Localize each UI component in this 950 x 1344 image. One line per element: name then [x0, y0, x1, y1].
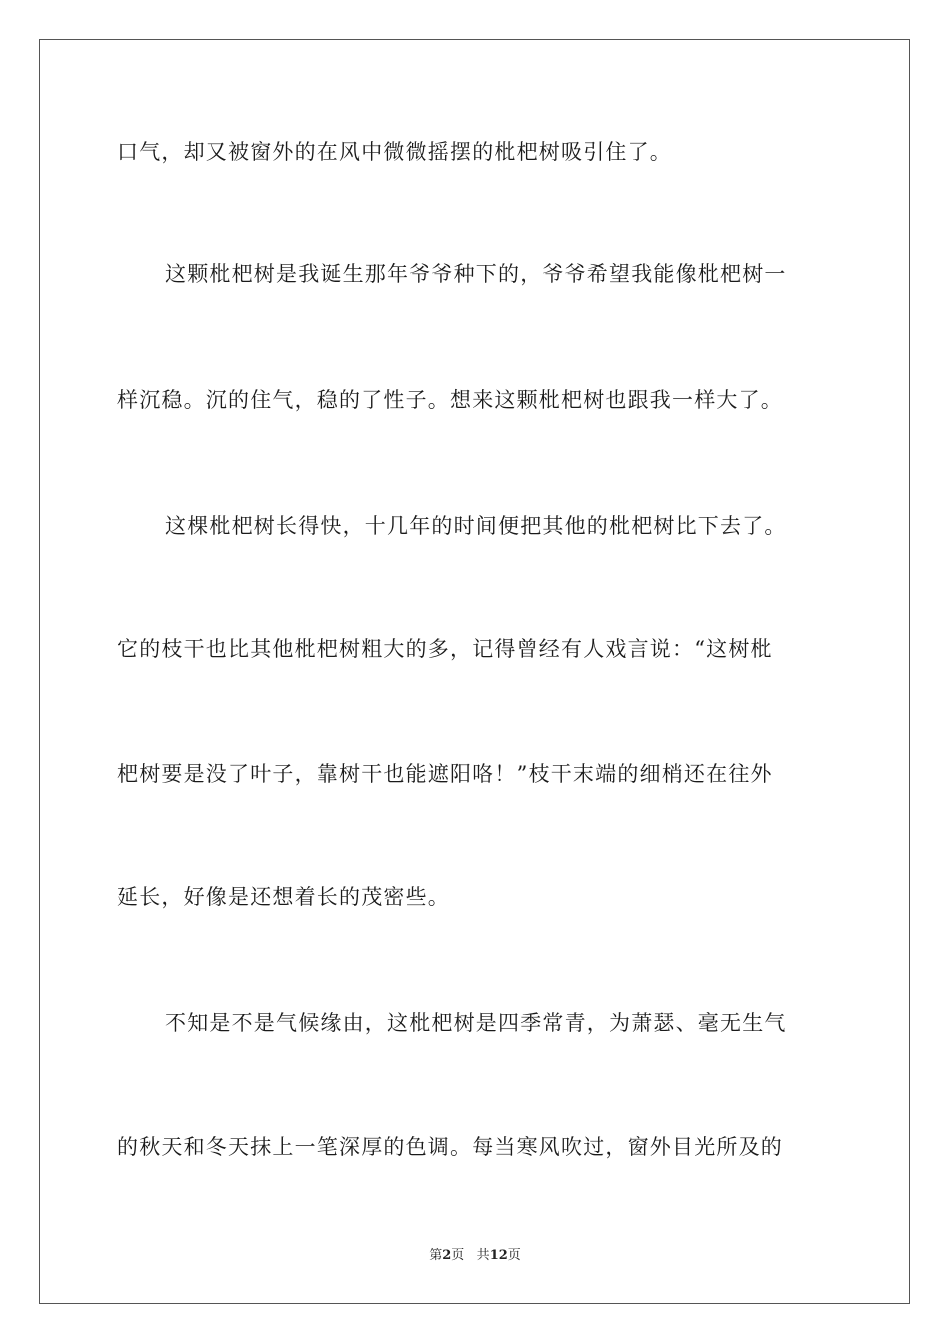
page-border: [39, 39, 910, 1304]
text-line: 延长，好像是还想着长的茂密些。: [117, 885, 450, 909]
total-prefix: 共: [476, 1248, 490, 1263]
page-prefix: 第: [429, 1248, 443, 1263]
text-line: 杷树要是没了叶子，靠树干也能遮阳咯！”枝干末端的细梢还在往外: [117, 762, 773, 786]
paragraph-first-line: 不知是不是气候缘由，这枇杷树是四季常青，为萧瑟、毫无生气: [165, 1011, 787, 1035]
text-line: 它的枝干也比其他枇杷树粗大的多，记得曾经有人戏言说：“这树枇: [117, 637, 773, 661]
text-line: 的秋天和冬天抹上一笔深厚的色调。每当寒风吹过，窗外目光所及的: [117, 1135, 783, 1159]
page-suffix: 页: [451, 1248, 465, 1263]
text-line: 口气，却又被窗外的在风中微微摇摆的枇杷树吸引住了。: [117, 140, 672, 164]
total-suffix: 页: [507, 1248, 521, 1263]
paragraph-first-line: 这颗枇杷树是我诞生那年爷爷种下的，爷爷希望我能像枇杷树一: [165, 262, 787, 286]
page-footer: [0, 1247, 950, 1265]
page-current: 2: [442, 1248, 452, 1263]
paragraph-first-line: 这棵枇杷树长得快，十几年的时间便把其他的枇杷树比下去了。: [165, 514, 787, 538]
page-total: 12: [489, 1248, 508, 1263]
text-line: 样沉稳。沉的住气，稳的了性子。想来这颗枇杷树也跟我一样大了。: [117, 388, 783, 412]
